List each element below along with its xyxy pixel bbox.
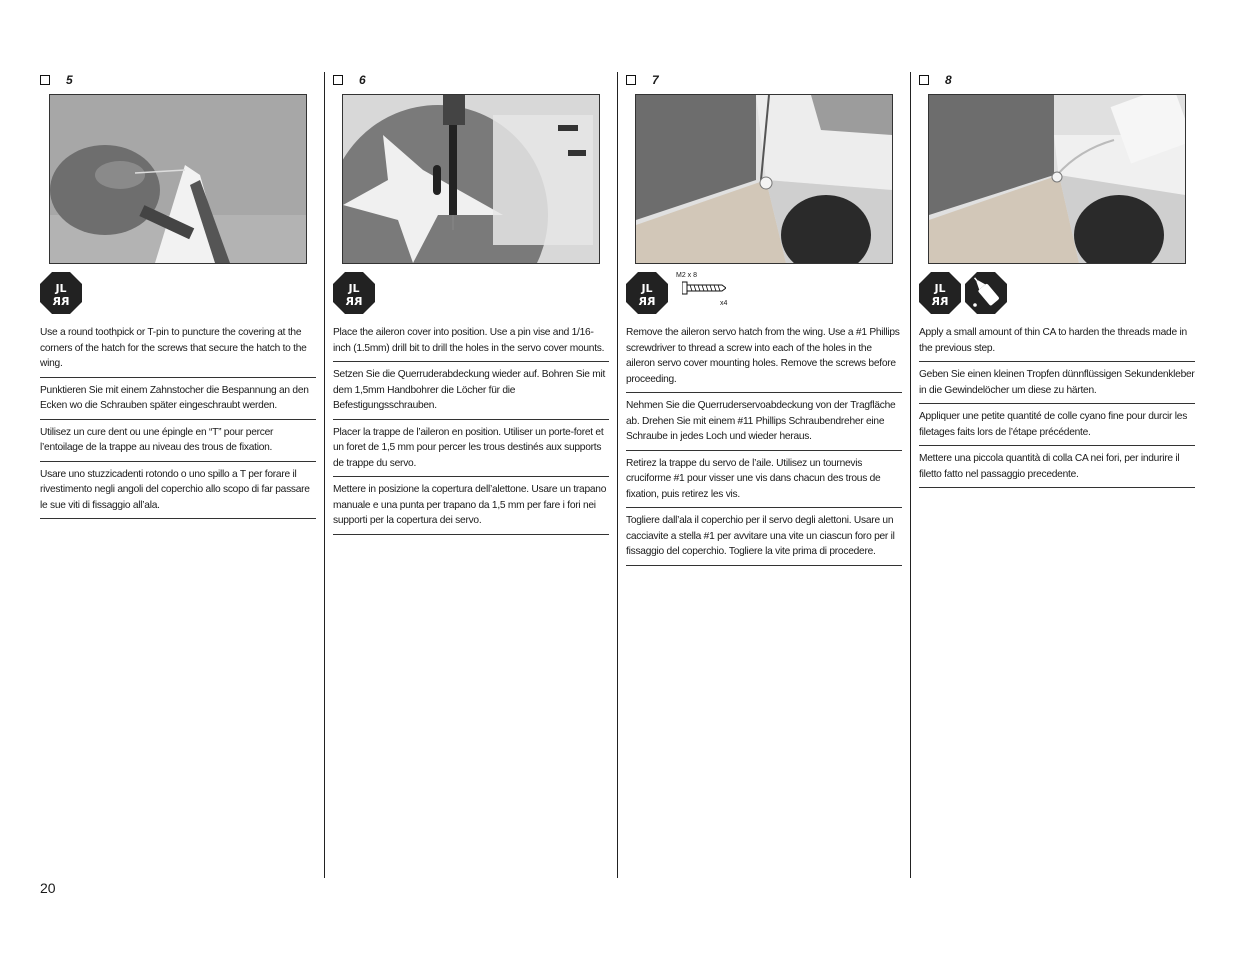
step-7 xyxy=(626,72,902,571)
step-number: 8 xyxy=(945,73,952,87)
svg-text:JL: JL xyxy=(934,282,946,295)
step-checkbox[interactable] xyxy=(40,75,50,85)
column-divider xyxy=(910,72,911,878)
screwdriver-tool-icon xyxy=(919,272,961,314)
instruction-fr: Placer la trappe de l’aileron en position. Utiliser un porte-foret et un foret de 1,5 mm pour percer les trous destinés aux supports de trappe du servo. xyxy=(333,425,609,478)
step-number: 5 xyxy=(66,73,73,87)
instruction-de: Nehmen Sie die Querruderservoabdeckung von der Tragfläche ab. Drehen Sie mit einem #11 Phillips Schraubendreher eine Schraube in jedes Loch und wieder heraus. xyxy=(626,398,902,451)
instruction-en: Use a round toothpick or T-pin to puncture the covering at the corners of the hatch for the screws that secure the hatch to the wing. xyxy=(40,325,316,378)
step-header xyxy=(919,72,1195,88)
icon-row xyxy=(626,272,902,320)
step-number: 7 xyxy=(652,73,659,87)
step-checkbox[interactable] xyxy=(333,75,343,85)
column-divider xyxy=(617,72,618,878)
step-header xyxy=(333,72,609,88)
hardware-callout xyxy=(672,272,728,312)
instruction-it: Togliere dall’ala il coperchio per il servo degli alettoni. Usare un cacciavite a stella #1 per avvitare una vite un ciascun foro per il fissaggio del coperchio. Togliere la vite prima di procedere. xyxy=(626,513,902,566)
step-photo xyxy=(928,94,1186,264)
screwdriver-tool-icon xyxy=(626,272,668,314)
step-photo xyxy=(49,94,307,264)
step-header xyxy=(40,72,316,88)
instruction-en: Remove the aileron servo hatch from the wing. Use a #1 Phillips screwdriver to thread a screw into each of the holes in the aileron servo cover mounting holes. Remove the screws before proceeding. xyxy=(626,325,902,393)
instruction-en: Place the aileron cover into position. Use a pin vise and 1/16-inch (1.5mm) drill bit to drill the holes in the servo cover mounts. xyxy=(333,325,609,362)
screwdriver-tool-icon xyxy=(333,272,375,314)
icon-row xyxy=(40,272,316,320)
step-checkbox[interactable] xyxy=(626,75,636,85)
instruction-it: Mettere una piccola quantità di colla CA nei fori, per indurire il filetto fatto nel passaggio precedente. xyxy=(919,451,1195,488)
icon-row xyxy=(333,272,609,320)
step-photo xyxy=(342,94,600,264)
instruction-en: Apply a small amount of thin CA to harden the threads made in the previous step. xyxy=(919,325,1195,362)
step-photo xyxy=(635,94,893,264)
svg-text:RR: RR xyxy=(931,295,949,308)
step-header xyxy=(626,72,902,88)
instruction-de: Setzen Sie die Querruderabdeckung wieder auf. Bohren Sie mit dem 1,5mm Handbohrer die Löcher für die Befestigungsschrauben. xyxy=(333,367,609,420)
screwdriver-tool-icon xyxy=(40,272,82,314)
column-divider xyxy=(324,72,325,878)
instruction-fr: Utilisez un cure dent ou une épingle en “T” pour percer l’entoilage de la trappe au niveau des trous de fixation. xyxy=(40,425,316,462)
svg-text:JL: JL xyxy=(348,282,360,295)
page-number: 20 xyxy=(40,880,56,896)
svg-text:RR: RR xyxy=(52,295,70,308)
screw-quantity: x4 xyxy=(720,300,728,307)
step-8 xyxy=(919,72,1195,493)
instruction-de: Geben Sie einen kleinen Tropfen dünnflüssigen Sekundenkleber in die Gewindelöcher um diese zu härten. xyxy=(919,367,1195,404)
screw-size: M2 x 8 xyxy=(676,272,698,279)
step-checkbox[interactable] xyxy=(919,75,929,85)
svg-text:JL: JL xyxy=(55,282,67,295)
step-5 xyxy=(40,72,316,524)
instruction-fr: Retirez la trappe du servo de l’aile. Utilisez un tournevis cruciforme #1 pour visser une vis dans chacun des trous de fixation, puis retirez les vis. xyxy=(626,456,902,509)
instruction-fr: Appliquer une petite quantité de colle cyano fine pour durcir les filetages faits lors de l’étape précédente. xyxy=(919,409,1195,446)
step-number: 6 xyxy=(359,73,366,87)
ca-glue-bottle-icon xyxy=(965,272,1007,314)
instruction-de: Punktieren Sie mit einem Zahnstocher die Bespannung an den Ecken wo die Schrauben später eingeschraubt werden. xyxy=(40,383,316,420)
svg-text:RR: RR xyxy=(638,295,656,308)
icon-row xyxy=(919,272,1195,320)
svg-text:JL: JL xyxy=(641,282,653,295)
svg-text:RR: RR xyxy=(345,295,363,308)
screw-icon xyxy=(682,280,726,296)
step-6 xyxy=(333,72,609,540)
instruction-it: Mettere in posizione la copertura dell’alettone. Usare un trapano manuale e una punta per trapano da 1,5 mm per fare i fori nei supporti per la copertura dei servo. xyxy=(333,482,609,535)
instruction-it: Usare uno stuzzicadenti rotondo o uno spillo a T per forare il rivestimento negli angoli del coperchio allo scopo di far passare le sue viti di fissaggio all’ala. xyxy=(40,467,316,520)
